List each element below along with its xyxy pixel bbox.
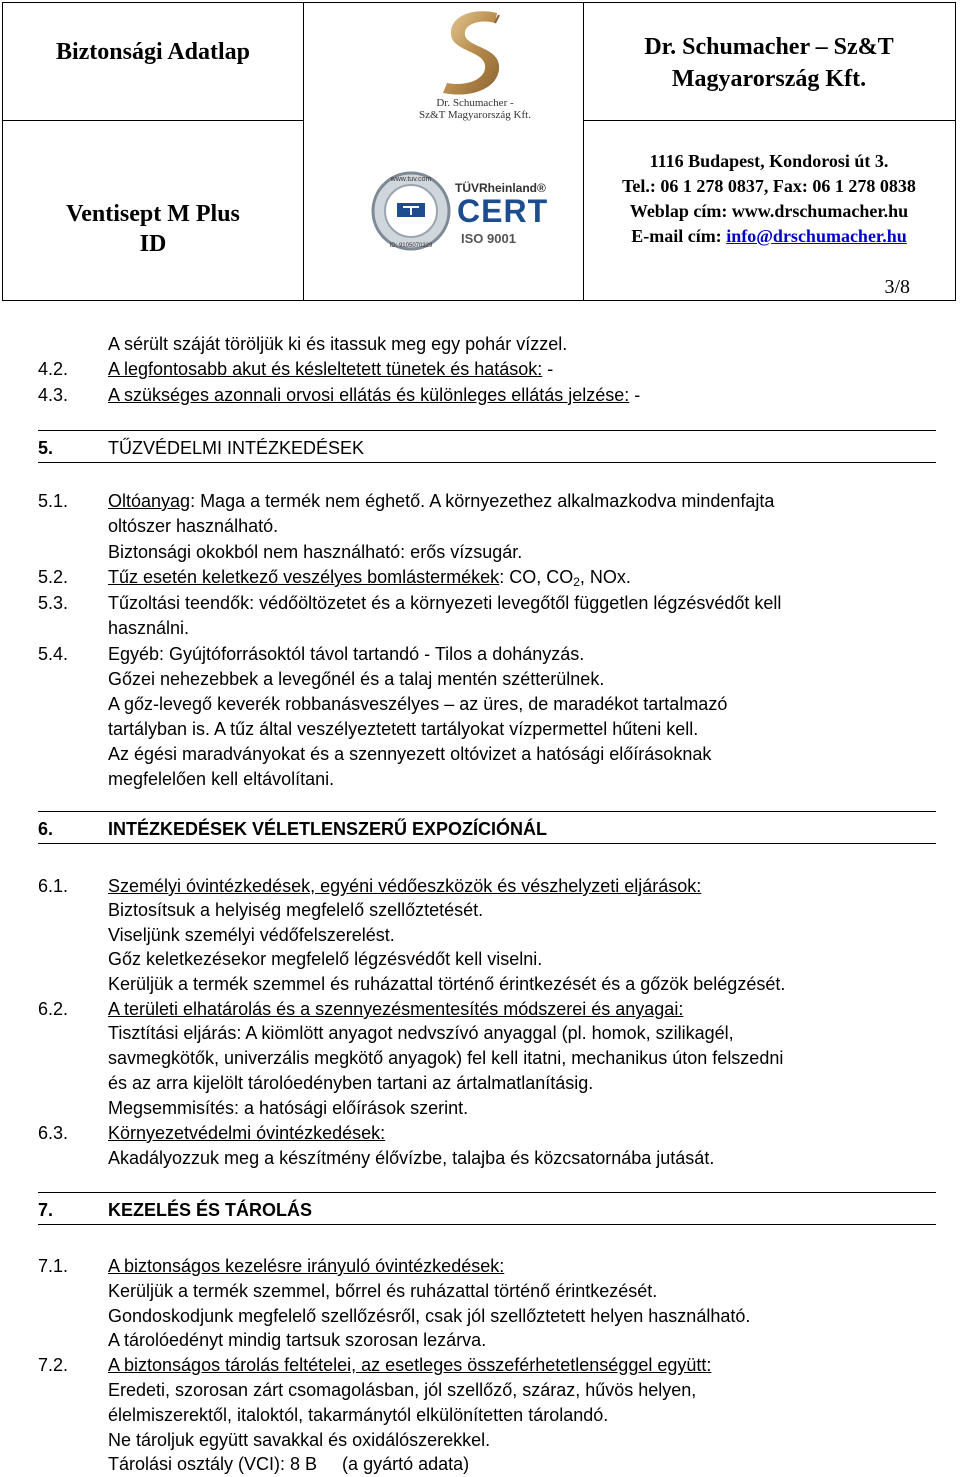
text-line: Ne tároljuk együtt savakkal és oxidálószerekkel. bbox=[108, 1430, 491, 1450]
text-line bbox=[108, 384, 640, 406]
text-line: Gőz keletkezésekor megfelelő légzésvédőt kell viselni. bbox=[108, 949, 543, 969]
item-number: 7.2. bbox=[38, 1355, 69, 1375]
subheading: Környezetvédelmi óvintézkedések: bbox=[108, 1123, 386, 1143]
header-divider bbox=[583, 120, 955, 121]
subheading: Személyi óvintézkedések, egyéni védőeszközök és vészhelyzeti eljárások: bbox=[108, 876, 702, 896]
address: 1116 Budapest, Kondorosi út 3. bbox=[649, 151, 889, 171]
section-number: 7. bbox=[38, 1200, 54, 1220]
item-number: 5.2. bbox=[38, 567, 69, 587]
section-rule bbox=[38, 430, 936, 431]
item-number: 4.2. bbox=[38, 359, 69, 379]
document-title: Biztonsági Adatlap bbox=[55, 39, 251, 65]
cert-iso: ISO 9001 bbox=[461, 231, 516, 246]
website-label: Weblap cím: bbox=[629, 201, 732, 221]
text-value: : Maga a termék nem éghető. A környezethez alkalmazkodva mindenfajta bbox=[190, 491, 775, 511]
contact-block bbox=[583, 149, 955, 249]
tuv-cert-badge bbox=[367, 163, 577, 259]
page-number: 3/8 bbox=[884, 276, 910, 298]
website-link[interactable]: www.drschumacher.hu bbox=[731, 201, 909, 221]
text-line: Megsemmisítés: a hatósági előírások szerint. bbox=[108, 1098, 469, 1118]
subheading: A legfontosabb akut és késleltetett tünetek és hatások: bbox=[108, 359, 543, 379]
text-line: oltószer használható. bbox=[108, 516, 279, 536]
section-rule bbox=[38, 1224, 936, 1225]
text-line: Viseljünk személyi védőfelszerelést. bbox=[108, 925, 395, 945]
item-number: 4.3. bbox=[38, 385, 69, 405]
header-divider bbox=[3, 120, 303, 121]
text-line: használni. bbox=[108, 618, 190, 638]
text-line: savmegkötők, univerzális megkötő anyagok) fel kell itatni, mechanikus úton felszedni bbox=[108, 1048, 784, 1068]
document-header bbox=[2, 2, 956, 301]
tuv-seal-icon bbox=[367, 163, 457, 259]
item-number: 7.1. bbox=[38, 1256, 69, 1276]
cert-word: CERT bbox=[457, 193, 549, 229]
text-line: Eredeti, szorosan zárt csomagolásban, jól szellőző, száraz, hűvös helyen, bbox=[108, 1380, 697, 1400]
text-line: Biztosítsuk a helyiség megfelelő szellőztetését. bbox=[108, 900, 484, 920]
section-number: 6. bbox=[38, 819, 54, 839]
logo-caption-line: Sz&T Magyarország Kft. bbox=[419, 109, 531, 121]
logo-caption-line: Dr. Schumacher - bbox=[436, 97, 514, 109]
text-line: és az arra kijelölt tárolóedényben tartani az ártalmatlanításig. bbox=[108, 1073, 594, 1093]
email-label: E-mail cím: bbox=[631, 226, 727, 246]
text-line: A sérült száját töröljük ki és itassuk meg egy pohár vízzel. bbox=[108, 334, 568, 354]
text-line: tartályban is. A tűz által veszélyeztetett tartályokat vízpermettel hűteni kell. bbox=[108, 719, 699, 739]
item-number: 5.4. bbox=[38, 644, 69, 664]
text-line: A tárolóedényt mindig tartsuk szorosan lezárva. bbox=[108, 1330, 487, 1350]
item-number: 5.1. bbox=[38, 491, 69, 511]
subheading: A területi elhatárolás és a szennyezésmentesítés módszerei és anyagai: bbox=[108, 999, 684, 1019]
text-line bbox=[108, 358, 553, 380]
item-number: 6.2. bbox=[38, 999, 69, 1019]
company-name bbox=[583, 31, 955, 95]
logo-caption bbox=[375, 97, 575, 121]
text-line: Tárolási osztály (VCI): 8 B (a gyártó adata) bbox=[108, 1454, 470, 1474]
text-line: Gondoskodjunk megfelelő szellőzésről, csak jól szellőztetett helyen használható. bbox=[108, 1306, 751, 1326]
text-line: Kerüljük a termék szemmel, bőrrel és ruházattal történő érintkezését. bbox=[108, 1281, 658, 1301]
email bbox=[583, 224, 955, 249]
logo-mark-icon bbox=[375, 7, 575, 97]
text-line: élelmiszerektől, italoktól, takarmánytól elkülönítetten tárolandó. bbox=[108, 1405, 609, 1425]
subheading: Oltóanyag bbox=[108, 491, 191, 511]
section-rule bbox=[38, 843, 936, 844]
text-line: megfelelően kell eltávolítani. bbox=[108, 769, 335, 789]
text-line: A gőz-levegő keverék robbanásveszélyes – az üres, de maradékot tartalmazó bbox=[108, 694, 728, 714]
company-logo bbox=[375, 7, 575, 125]
section-title: TŰZVÉDELMI INTÉZKEDÉSEK bbox=[108, 438, 365, 458]
company-name-line: Magyarország Kft. bbox=[671, 66, 867, 92]
cert-brand: TÜVRheinland® bbox=[455, 181, 546, 195]
seal-id: ID: 9105070329 bbox=[389, 243, 433, 249]
company-name-line: Dr. Schumacher – Sz&T bbox=[644, 34, 894, 60]
section-rule bbox=[38, 1192, 936, 1193]
text-line: Egyéb: Gyújtóforrásoktól távol tartandó - Tilos a dohányzás. bbox=[108, 644, 585, 664]
text-line: Gőzei nehezebbek a levegőnél és a talaj mentén szétterülnek. bbox=[108, 669, 605, 689]
subheading: A biztonságos tárolás feltételei, az esetleges összeférhetetlenséggel együtt: bbox=[108, 1355, 712, 1375]
text-value: : CO, CO bbox=[499, 567, 574, 587]
text-value: - bbox=[629, 385, 641, 405]
section-title: INTÉZKEDÉSEK VÉLETLENSZERŰ EXPOZÍCIÓNÁL bbox=[108, 819, 548, 839]
section-rule bbox=[38, 811, 936, 812]
subheading: A biztonságos kezelésre irányuló óvintézkedések: bbox=[108, 1256, 505, 1276]
product-name bbox=[3, 199, 303, 259]
seal-url: www.tuv.com bbox=[390, 176, 432, 183]
section-number: 5. bbox=[38, 438, 54, 458]
text-line bbox=[108, 490, 774, 512]
item-number: 6.1. bbox=[38, 876, 69, 896]
item-number: 6.3. bbox=[38, 1123, 69, 1143]
item-number: 5.3. bbox=[38, 593, 69, 613]
section-title: KEZELÉS ÉS TÁROLÁS bbox=[108, 1200, 313, 1220]
text-value: - bbox=[542, 359, 554, 379]
text-value: , NOx. bbox=[579, 567, 631, 587]
product-name-line: Ventisept M Plus bbox=[66, 201, 240, 227]
subheading: Tűz esetén keletkező veszélyes bomlástermékek bbox=[108, 567, 500, 587]
subscript: 2 bbox=[573, 575, 580, 589]
phone-fax: Tel.: 06 1 278 0837, Fax: 06 1 278 0838 bbox=[622, 176, 916, 196]
email-link[interactable]: info@drschumacher.hu bbox=[726, 226, 907, 246]
text-line bbox=[108, 566, 631, 593]
text-line: Kerüljük a termék szemmel és ruházattal történő érintkezését és a gőzök belégzését. bbox=[108, 974, 786, 994]
text-line: Tűzoltási teendők: védőöltözetet és a környezeti levegőtől független légzésvédőt kell bbox=[108, 593, 782, 613]
text-line: Biztonsági okokból nem használható: erős vízsugár. bbox=[108, 542, 523, 562]
text-line: Akadályozzuk meg a készítmény élővízbe, talajba és közcsatornába jutását. bbox=[108, 1148, 715, 1168]
header-divider bbox=[303, 3, 304, 300]
section-rule bbox=[38, 462, 936, 463]
website bbox=[583, 199, 955, 224]
text-line: Tisztítási eljárás: A kiömlött anyagot nedvszívó anyaggal (pl. homok, szilikagél, bbox=[108, 1023, 734, 1043]
subheading: A szükséges azonnali orvosi ellátás és különleges ellátás jelzése: bbox=[108, 385, 630, 405]
product-name-line: ID bbox=[139, 231, 167, 257]
text-line: Az égési maradványokat és a szennyezett oltóvizet a hatósági előírásoknak bbox=[108, 744, 712, 764]
